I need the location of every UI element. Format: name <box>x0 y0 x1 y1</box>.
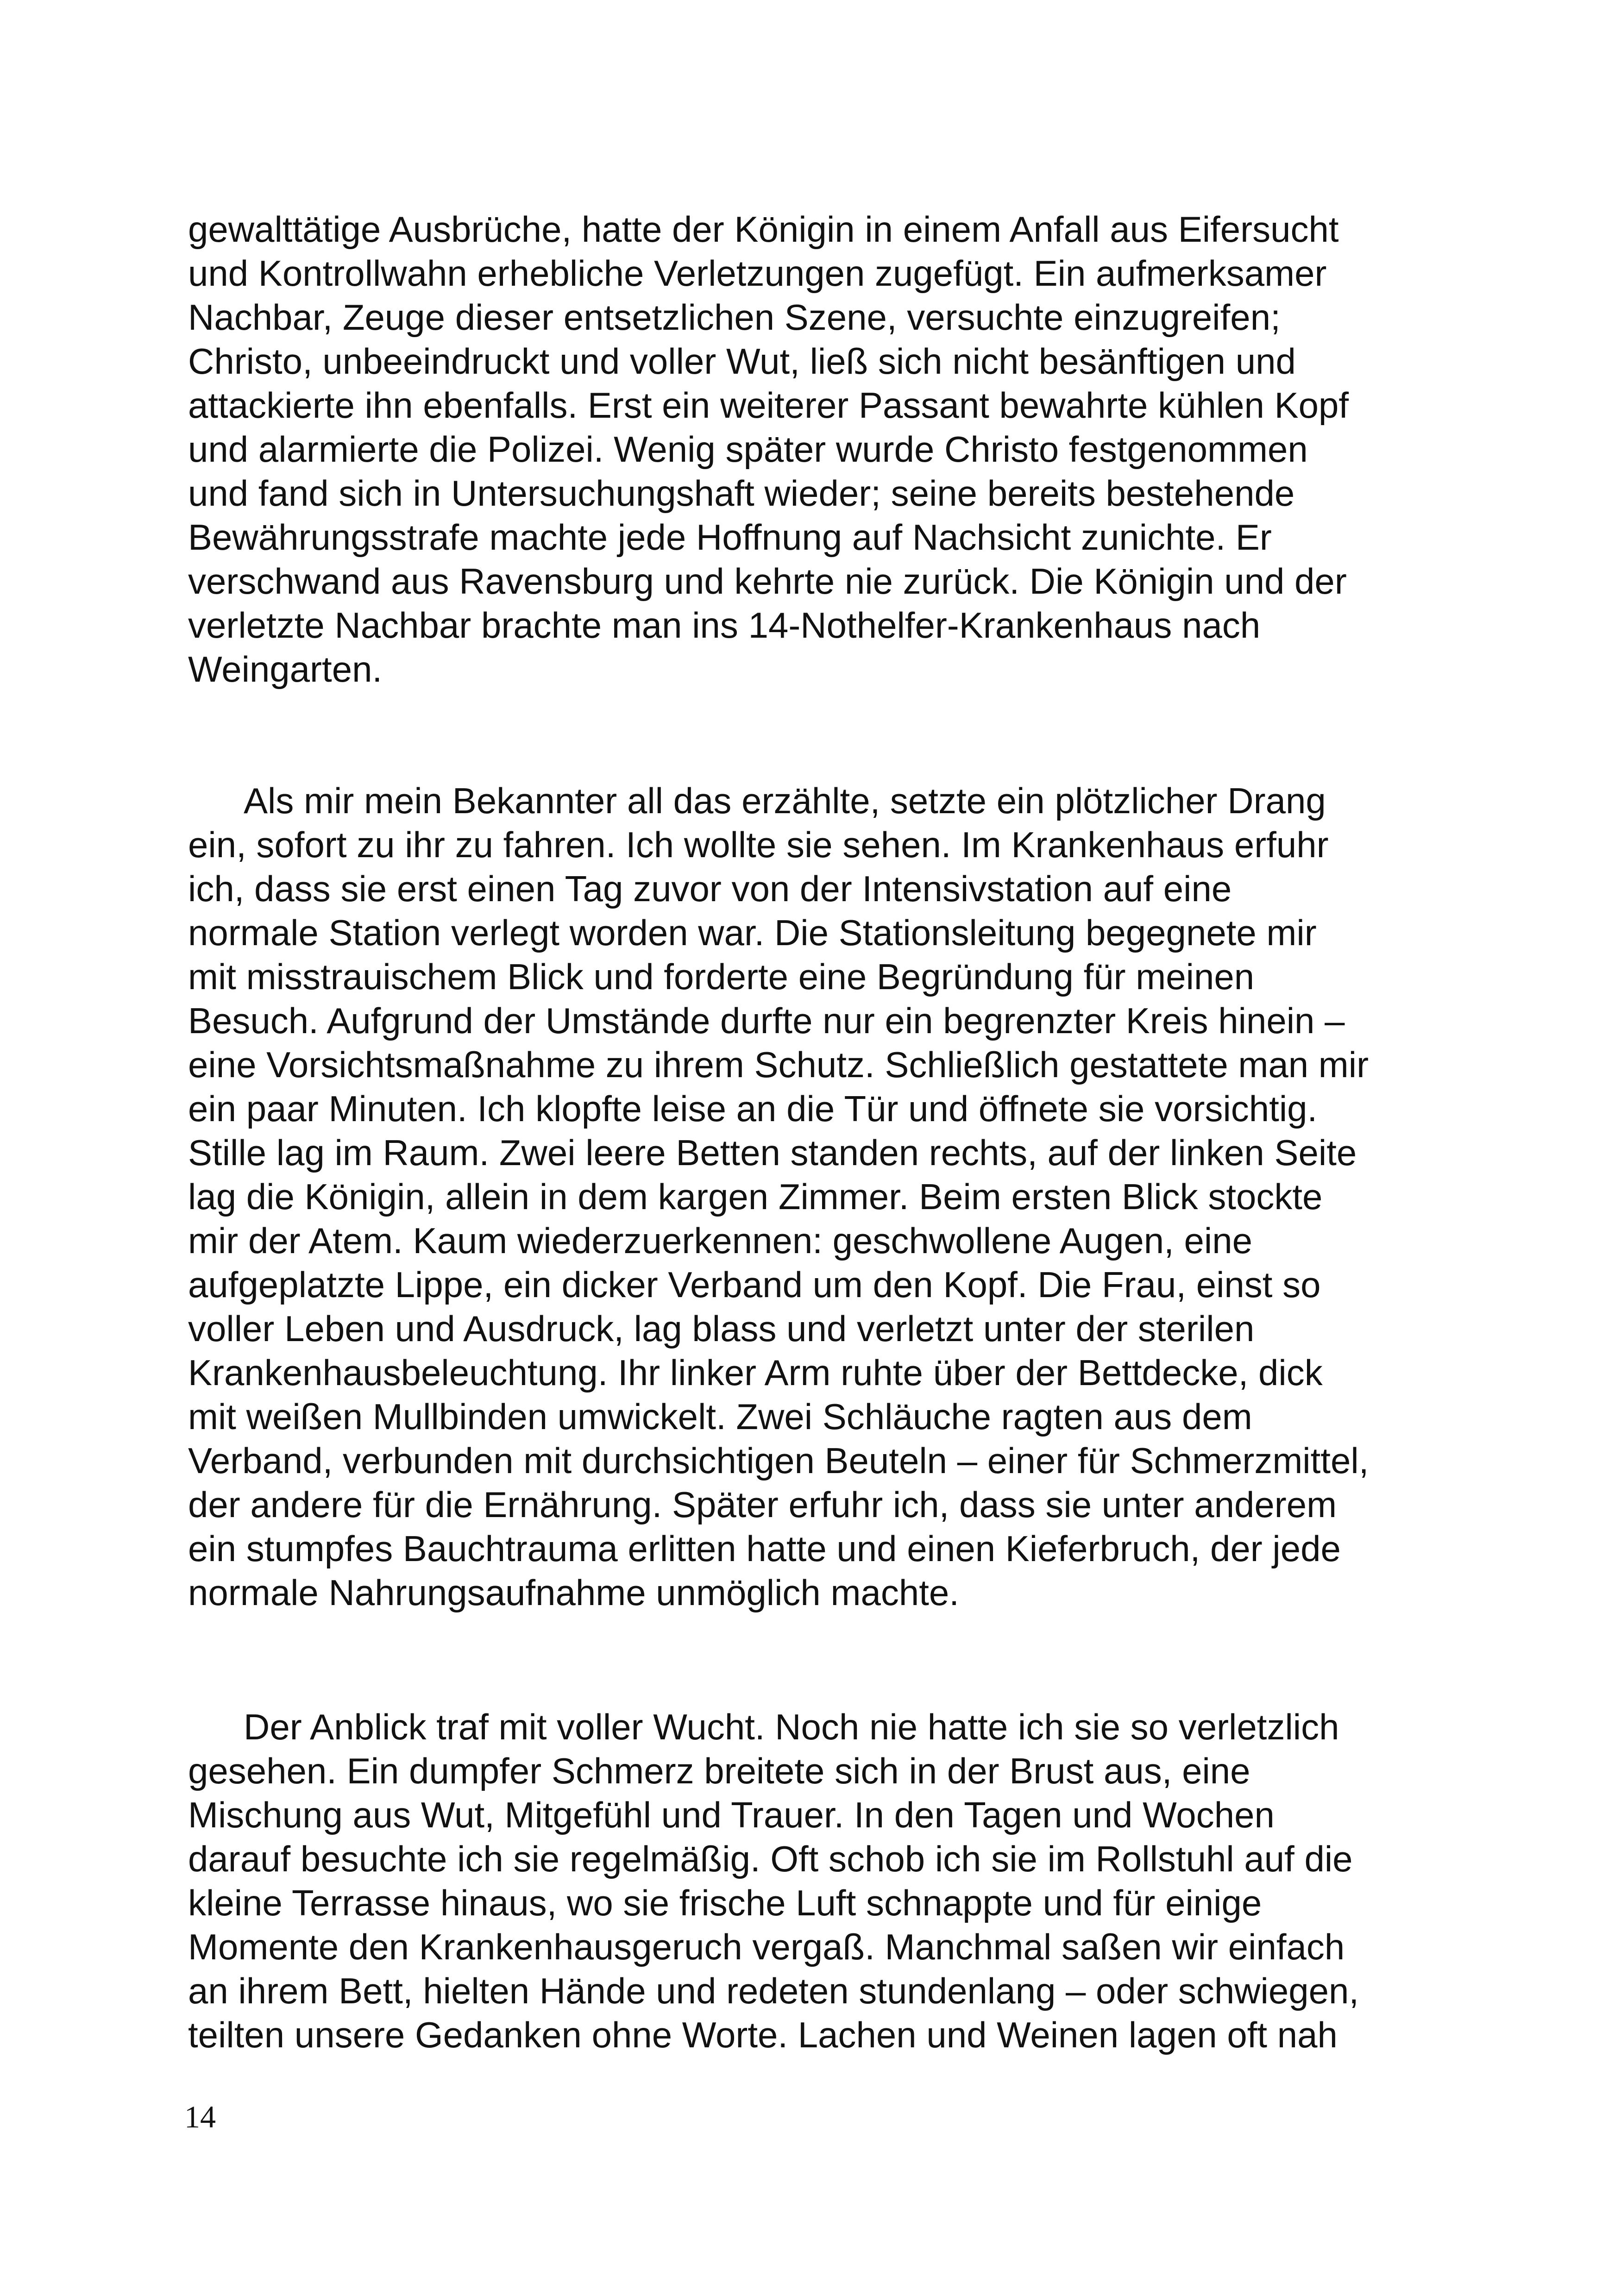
text-line: mit weißen Mullbinden umwickelt. Zwei Schläuche ragten aus dem <box>188 1396 1252 1437</box>
text-line: Momente den Krankenhausgeruch vergaß. Manchmal saßen wir einfach <box>188 1926 1345 1967</box>
text-line: gewalttätige Ausbrüche, hatte der Königin in einem Anfall aus Eifersucht <box>188 209 1339 250</box>
text-line: ein paar Minuten. Ich klopfte leise an die Tür und öffnete sie vorsichtig. <box>188 1088 1318 1129</box>
text-line: Weingarten. <box>188 649 383 690</box>
text-line: ich, dass sie erst einen Tag zuvor von der Intensivstation auf eine <box>188 868 1232 909</box>
text-line: Als mir mein Bekannter all das erzählte, setzte ein plötzlicher Drang <box>244 780 1326 821</box>
text-line: Mischung aus Wut, Mitgefühl und Trauer. In den Tagen und Wochen <box>188 1794 1275 1835</box>
text-line: Der Anblick traf mit voller Wucht. Noch nie hatte ich sie so verletzlich <box>244 1706 1339 1747</box>
paragraph-1 <box>188 207 1457 691</box>
text-line: eine Vorsichtsmaßnahme zu ihrem Schutz. Schließlich gestattete man mir <box>188 1044 1369 1085</box>
text-line: Bewährungsstrafe machte jede Hoffnung auf Nachsicht zunichte. Er <box>188 517 1272 558</box>
text-line: an ihrem Bett, hielten Hände und redeten stundenlang – oder schwiegen, <box>188 1970 1359 2011</box>
text-line: gesehen. Ein dumpfer Schmerz breitete sich in der Brust aus, eine <box>188 1750 1250 1791</box>
page-number: 14 <box>184 2099 216 2134</box>
text-line: aufgeplatzte Lippe, ein dicker Verband um den Kopf. Die Frau, einst so <box>188 1264 1321 1305</box>
text-line: der andere für die Ernährung. Später erfuhr ich, dass sie unter anderem <box>188 1484 1337 1525</box>
text-line: verletzte Nachbar brachte man ins 14-Nothelfer-Krankenhaus nach <box>188 605 1261 646</box>
text-line: und alarmierte die Polizei. Wenig später wurde Christo festgenommen <box>188 429 1308 470</box>
text-line: Nachbar, Zeuge dieser entsetzlichen Szene, versuchte einzugreifen; <box>188 297 1281 338</box>
text-line: voller Leben und Ausdruck, lag blass und verletzt unter der sterilen <box>188 1308 1255 1349</box>
text-line: verschwand aus Ravensburg und kehrte nie zurück. Die Königin und der <box>188 561 1347 602</box>
text-line: ein stumpfes Bauchtrauma erlitten hatte und einen Kieferbruch, der jede <box>188 1528 1341 1569</box>
text-line: Krankenhausbeleuchtung. Ihr linker Arm ruhte über der Bettdecke, dick <box>188 1352 1323 1393</box>
text-line: normale Nahrungsaufnahme unmöglich machte. <box>188 1572 959 1613</box>
text-line: Besuch. Aufgrund der Umstände durfte nur ein begrenzter Kreis hinein – <box>188 1000 1345 1041</box>
text-line: attackierte ihn ebenfalls. Erst ein weiterer Passant bewahrte kühlen Kopf <box>188 385 1349 426</box>
text-line: darauf besuchte ich sie regelmäßig. Oft schob ich sie im Rollstuhl auf die <box>188 1838 1353 1879</box>
text-line: ein, sofort zu ihr zu fahren. Ich wollte sie sehen. Im Krankenhaus erfuhr <box>188 824 1329 865</box>
text-line: normale Station verlegt worden war. Die Stationsleitung begegnete mir <box>188 912 1317 953</box>
paragraph-2 <box>188 779 1457 1615</box>
text-line: Verband, verbunden mit durchsichtigen Beuteln – einer für Schmerzmittel, <box>188 1440 1369 1481</box>
text-line: Christo, unbeeindruckt und voller Wut, ließ sich nicht besänftigen und <box>188 341 1296 382</box>
text-line: Stille lag im Raum. Zwei leere Betten standen rechts, auf der linken Seite <box>188 1132 1357 1173</box>
text-line: mit misstrauischem Blick und forderte eine Begründung für meinen <box>188 956 1255 997</box>
text-line: und fand sich in Untersuchungshaft wieder; seine bereits bestehende <box>188 473 1295 514</box>
paragraph-3 <box>188 1705 1457 2057</box>
text-line: teilten unsere Gedanken ohne Worte. Lachen und Weinen lagen oft nah <box>188 2014 1338 2055</box>
text-line: kleine Terrasse hinaus, wo sie frische Luft schnappte und für einige <box>188 1882 1262 1923</box>
text-line: lag die Königin, allein in dem kargen Zimmer. Beim ersten Blick stockte <box>188 1176 1323 1217</box>
text-line: mir der Atem. Kaum wiederzuerkennen: geschwollene Augen, eine <box>188 1220 1252 1261</box>
text-line: und Kontrollwahn erhebliche Verletzungen zugefügt. Ein aufmerksamer <box>188 253 1327 294</box>
